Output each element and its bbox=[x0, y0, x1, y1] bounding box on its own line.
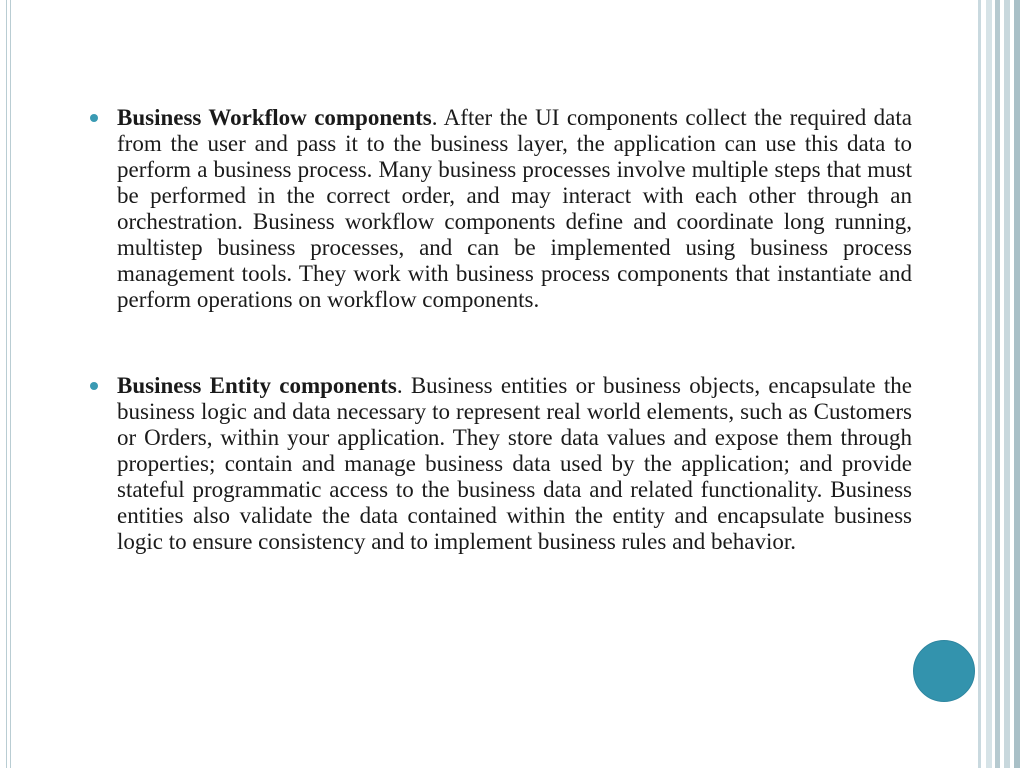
bullet-item-entity bbox=[86, 373, 912, 555]
left-border-line bbox=[6, 0, 7, 768]
bullet-text: Business entities or business objects, encapsulate the business logic and data necessary to represent real world elements, such as Customers or Orders, within your application. They store data values and expose them through properties; contain and manage business data used by the application; and provide stateful programmatic access to the business data and related functionality. Business entities also validate the data contained within the entity and encapsulate business logic to ensure consistency and to implement business rules and behavior. bbox=[117, 373, 912, 554]
bullet-text: After the UI components collect the required data from the user and pass it to the business layer, the application can use this data to perform a business process. Many business processes involve multiple steps that must be performed in the correct order, and may interact with each other through an orchestration. Business workflow components define and coordinate long running, multistep business processes, and can be implemented using business process management tools. They work with business process components that instantiate and perform operations on workflow components. bbox=[117, 105, 912, 312]
decorative-circle bbox=[913, 640, 975, 702]
bullet-item-workflow bbox=[86, 105, 912, 313]
bullet-dot-icon bbox=[90, 382, 98, 390]
left-border-line bbox=[10, 0, 11, 768]
bullet-separator: . bbox=[396, 373, 403, 398]
bullet-dot-icon bbox=[90, 114, 98, 122]
right-decorative-stripes bbox=[978, 0, 1024, 768]
slide-body bbox=[86, 105, 912, 555]
bullet-term: Business Entity components bbox=[117, 373, 397, 398]
bullet-separator: . bbox=[431, 105, 438, 130]
bullet-term: Business Workflow components bbox=[117, 105, 432, 130]
